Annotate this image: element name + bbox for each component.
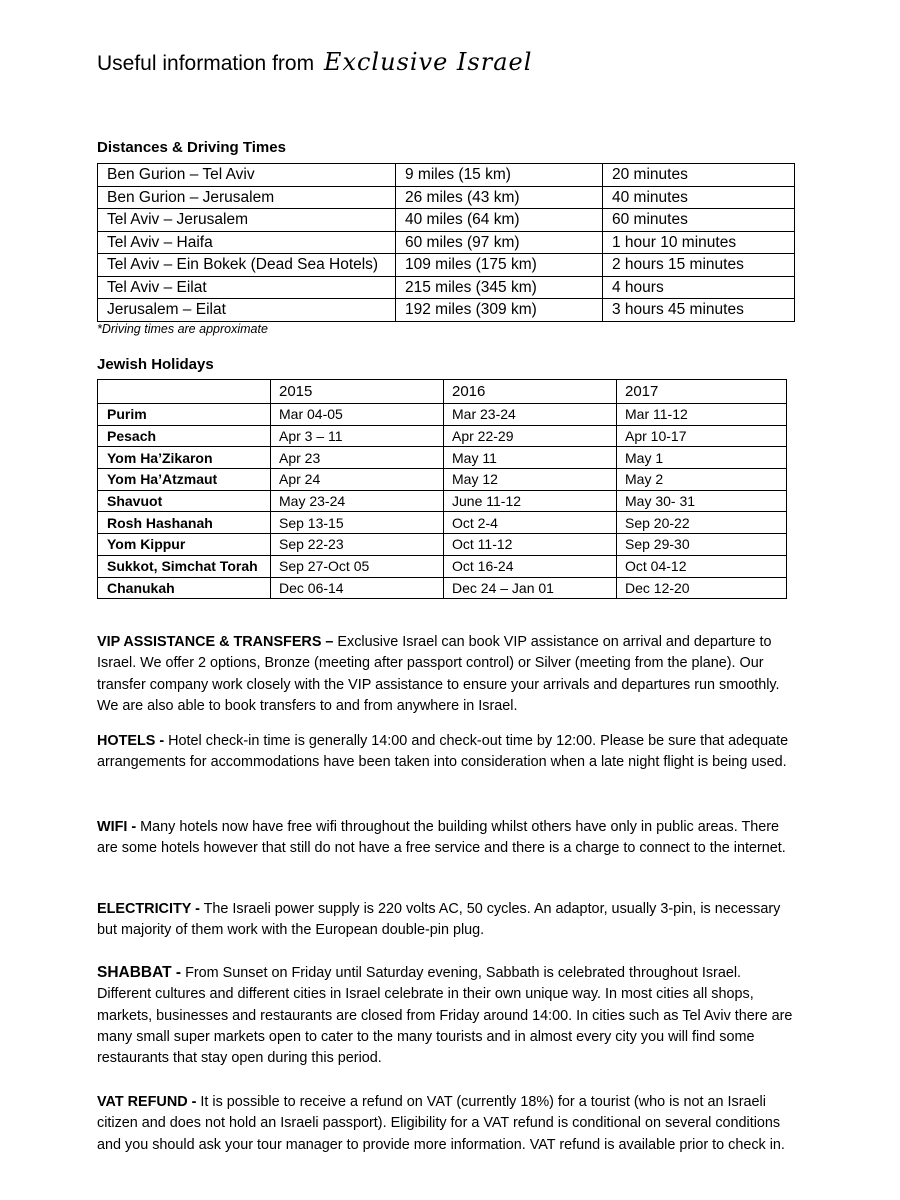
route-cell: Tel Aviv – Eilat: [98, 276, 396, 299]
date-cell: Apr 23: [271, 447, 444, 469]
holidays-table: [97, 379, 787, 599]
time-cell: 40 minutes: [603, 186, 795, 209]
distances-heading: Distances & Driving Times: [97, 139, 286, 156]
holiday-name: Chanukah: [98, 577, 271, 599]
vip-assistance-label: VIP ASSISTANCE & TRANSFERS –: [97, 634, 334, 650]
shabbat-label: SHABBAT -: [97, 964, 182, 981]
hotels-text: Hotel check-in time is generally 14:00 and check-out time by 12:00. Please be sure that adequate arrangements for accommodations have been taken into consideration when a late night flight is being used.: [97, 733, 789, 771]
table-row: [98, 490, 787, 512]
holiday-name: Sukkot, Simchat Torah: [98, 555, 271, 577]
date-cell: Apr 22-29: [444, 425, 617, 447]
table-row: [98, 276, 795, 299]
route-cell: Jerusalem – Eilat: [98, 299, 396, 322]
shabbat-text: From Sunset on Friday until Saturday evening, Sabbath is celebrated throughout Israel. Different cultures and different cities in Israel celebrate in their own unique way. In most cities all shops, markets, businesses and restaurants are closed from Friday around 14:00. In cities such as Tel Aviv there are many small super markets open to cater to the many tourists and in almost every city you will find some restaurants that stay open during this period.: [97, 965, 793, 1067]
route-cell: Ben Gurion – Jerusalem: [98, 186, 396, 209]
distance-cell: 109 miles (175 km): [396, 254, 603, 277]
distances-table: [97, 163, 795, 322]
date-cell: Sep 22-23: [271, 534, 444, 556]
date-cell: Apr 3 – 11: [271, 425, 444, 447]
title-prefix: Useful information from: [97, 52, 315, 75]
vat-refund-text: It is possible to receive a refund on VAT (currently 18%) for a tourist (who is not an Israeli citizen and does not hold an Israeli passport). Eligibility for a VAT refund is conditional on several conditions and you should ask your tour manager to provide more information. VAT refund is available prior to check in.: [97, 1094, 785, 1153]
distance-cell: 26 miles (43 km): [396, 186, 603, 209]
date-cell: Sep 20-22: [617, 512, 787, 534]
date-cell: Sep 13-15: [271, 512, 444, 534]
date-cell: May 23-24: [271, 490, 444, 512]
year-header: 2017: [617, 380, 787, 404]
date-cell: Dec 24 – Jan 01: [444, 577, 617, 599]
holiday-name: Yom Ha’Atzmaut: [98, 469, 271, 491]
route-cell: Tel Aviv – Ein Bokek (Dead Sea Hotels): [98, 254, 396, 277]
distance-cell: 192 miles (309 km): [396, 299, 603, 322]
date-cell: Mar 23-24: [444, 404, 617, 426]
time-cell: 4 hours: [603, 276, 795, 299]
table-row: [98, 512, 787, 534]
date-cell: Sep 27-Oct 05: [271, 555, 444, 577]
wifi-paragraph: [97, 817, 799, 860]
route-cell: Tel Aviv – Jerusalem: [98, 209, 396, 232]
date-cell: May 30- 31: [617, 490, 787, 512]
table-header-row: [98, 380, 787, 404]
wifi-text: Many hotels now have free wifi throughout the building whilst others have only in public areas. There are some hotels however that still do not have a free service and there is a charge to connect to the internet.: [97, 819, 786, 857]
table-row: [98, 164, 795, 187]
date-cell: Apr 10-17: [617, 425, 787, 447]
date-cell: May 12: [444, 469, 617, 491]
vip-assistance-paragraph: [97, 632, 799, 717]
date-cell: Mar 11-12: [617, 404, 787, 426]
date-cell: Mar 04-05: [271, 404, 444, 426]
time-cell: 3 hours 45 minutes: [603, 299, 795, 322]
shabbat-paragraph: [97, 962, 799, 1069]
year-header: 2015: [271, 380, 444, 404]
header-blank-cell: [98, 380, 271, 404]
holidays-heading: Jewish Holidays: [97, 356, 214, 373]
date-cell: Oct 16-24: [444, 555, 617, 577]
table-row: [98, 469, 787, 491]
hotels-paragraph: [97, 731, 799, 774]
table-row: [98, 404, 787, 426]
date-cell: Apr 24: [271, 469, 444, 491]
date-cell: May 2: [617, 469, 787, 491]
driving-times-note: *Driving times are approximate: [97, 322, 268, 336]
table-row: [98, 447, 787, 469]
date-cell: Oct 2-4: [444, 512, 617, 534]
table-row: [98, 577, 787, 599]
time-cell: 20 minutes: [603, 164, 795, 187]
hotels-label: HOTELS -: [97, 733, 165, 749]
date-cell: Sep 29-30: [617, 534, 787, 556]
holiday-name: Yom Kippur: [98, 534, 271, 556]
date-cell: June 11-12: [444, 490, 617, 512]
distance-cell: 60 miles (97 km): [396, 231, 603, 254]
date-cell: Oct 04-12: [617, 555, 787, 577]
date-cell: Oct 11-12: [444, 534, 617, 556]
holiday-name: Yom Ha’Zikaron: [98, 447, 271, 469]
electricity-text: The Israeli power supply is 220 volts AC, 50 cycles. An adaptor, usually 3-pin, is necessary but majority of them work with the European double-pin plug.: [97, 901, 781, 939]
time-cell: 2 hours 15 minutes: [603, 254, 795, 277]
vat-refund-label: VAT REFUND -: [97, 1094, 197, 1110]
wifi-label: WIFI -: [97, 819, 137, 835]
table-row: [98, 299, 795, 322]
brand-name: Exclusive Israel: [323, 48, 533, 76]
holiday-name: Rosh Hashanah: [98, 512, 271, 534]
table-row: [98, 425, 787, 447]
time-cell: 1 hour 10 minutes: [603, 231, 795, 254]
route-cell: Tel Aviv – Haifa: [98, 231, 396, 254]
table-row: [98, 231, 795, 254]
electricity-label: ELECTRICITY -: [97, 901, 200, 917]
date-cell: May 1: [617, 447, 787, 469]
time-cell: 60 minutes: [603, 209, 795, 232]
date-cell: Dec 12-20: [617, 577, 787, 599]
date-cell: Dec 06-14: [271, 577, 444, 599]
electricity-paragraph: [97, 899, 799, 942]
distance-cell: 215 miles (345 km): [396, 276, 603, 299]
vat-refund-paragraph: [97, 1092, 799, 1156]
distance-cell: 40 miles (64 km): [396, 209, 603, 232]
page-title: [97, 48, 532, 76]
route-cell: Ben Gurion – Tel Aviv: [98, 164, 396, 187]
holiday-name: Shavuot: [98, 490, 271, 512]
year-header: 2016: [444, 380, 617, 404]
holiday-name: Purim: [98, 404, 271, 426]
table-row: [98, 254, 795, 277]
table-row: [98, 209, 795, 232]
table-row: [98, 186, 795, 209]
distance-cell: 9 miles (15 km): [396, 164, 603, 187]
table-row: [98, 555, 787, 577]
vip-assistance-text: Exclusive Israel can book VIP assistance on arrival and departure to Israel. We offer 2 options, Bronze (meeting after passport control) or Silver (meeting from the plane). Our transfer company work closely with the VIP assistance to ensure your arrivals and departures run smoothly. We are also able to book transfers to and from anywhere in Israel.: [97, 634, 780, 714]
holiday-name: Pesach: [98, 425, 271, 447]
date-cell: May 11: [444, 447, 617, 469]
table-row: [98, 534, 787, 556]
